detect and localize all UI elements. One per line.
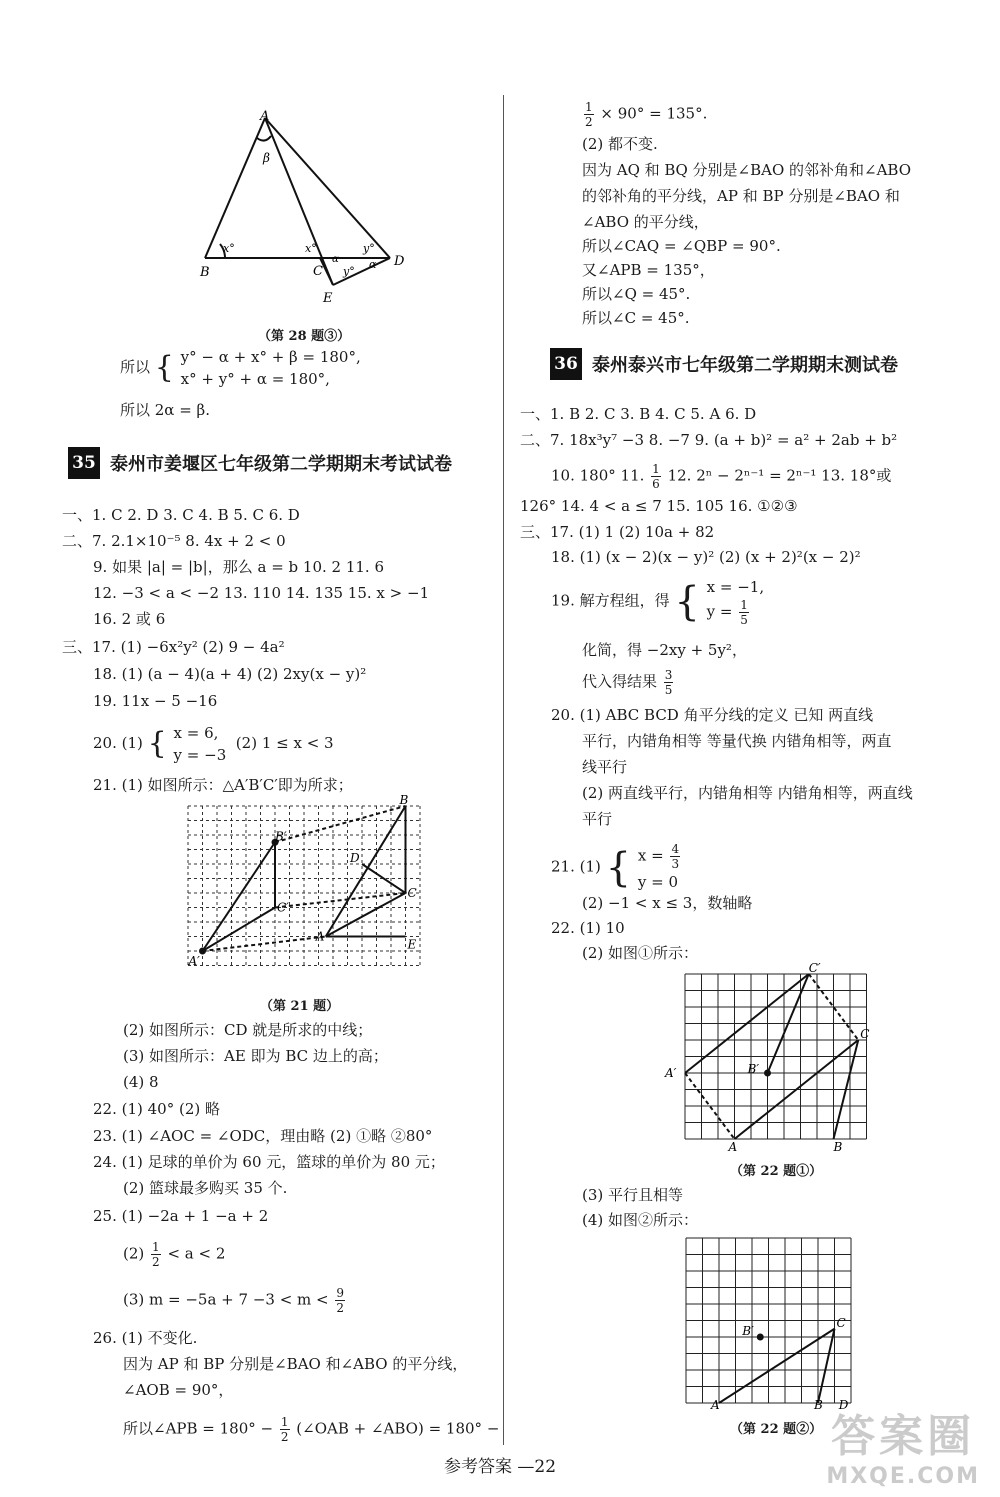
- fig21-label-d: D: [350, 851, 360, 865]
- answer-line: 因为 AP 和 BP 分别是∠BAO 和∠ABO 的平分线，: [123, 1355, 468, 1373]
- fig22a-label-a: A: [728, 1140, 738, 1154]
- answer-line: 22. (1) 10: [551, 919, 625, 937]
- answer-line-10-13: 10. 180° 11. $\frac{1}{6}$ 12. 2ⁿ − 2ⁿ⁻¹ = 2ⁿ⁻¹ 13. 18°或: [551, 462, 892, 491]
- point-dot: [199, 948, 206, 955]
- figure-segment: [203, 908, 276, 952]
- section-35-header: [68, 447, 452, 479]
- translation-line: [275, 893, 406, 908]
- answer-26-apb: 所以∠APB = 180° − $\frac{1}{2}$ (∠OAB + ∠ABO) = 180° −: [123, 1415, 500, 1444]
- answer-line: (2) 两直线平行，内错角相等 内错角相等，两直线: [582, 784, 913, 802]
- answer-line: 所以∠C = 45°.: [582, 309, 690, 327]
- answer-25-3: (3) m = −5a + 7 −3 < m < $\frac{9}{2}$: [123, 1286, 345, 1315]
- fig22a-label-a-prime: A′: [665, 1066, 677, 1080]
- fig21-label-a: A: [315, 929, 325, 944]
- answer-line: 24. (1) 足球的单价为 60 元，篮球的单价为 80 元；: [93, 1153, 445, 1171]
- figure-segment: [719, 1329, 835, 1403]
- answer-line: 12. −3 < a < −2 13. 110 14. 135 15. x > −1: [93, 584, 430, 602]
- fig28-label-y2: y°: [343, 265, 355, 278]
- answer-25-2: (2) $\frac{1}{2}$ < a < 2: [123, 1240, 226, 1269]
- figure-22-1-grid: [665, 961, 885, 1154]
- answer-line: 平行: [582, 810, 613, 828]
- figure-segment: [326, 893, 406, 937]
- answer-line: 25. (1) −2a + 1 −a + 2: [93, 1207, 269, 1225]
- answer-line: 26. (1) 不变化.: [93, 1329, 198, 1347]
- answer-line: ∠ABO 的平分线，: [582, 213, 709, 231]
- figure-segment: [203, 842, 276, 951]
- fig28-label-b: B: [200, 265, 210, 280]
- fig21-label-b-prime: B′: [275, 829, 287, 844]
- answer-line: 18. (1) (x − 2)(x − y)² (2) (x + 2)²(x − 2)²: [551, 548, 861, 566]
- answer-line: 19. 11x − 5 −16: [93, 692, 218, 710]
- answer-line: 平行，内错角相等 等量代换 内错角相等，两直: [582, 732, 892, 750]
- answer-line: 21. (1) 如图所示：△A′B′C′即为所求；: [93, 776, 353, 794]
- answer-line: 三、17. (1) −6x²y² (2) 9 − 4a²: [62, 638, 285, 656]
- answer-19-result: 代入得结果 $\frac{3}{5}$: [582, 668, 673, 697]
- answer-line: 一、1. C 2. D 3. C 4. B 5. C 6. D: [62, 506, 300, 524]
- answer-line: (2) 都不变.: [582, 135, 658, 153]
- answer-line: 20. (1) ABC BCD 角平分线的定义 已知 两直线: [551, 706, 874, 724]
- fig21-label-c: C: [407, 886, 417, 900]
- answer-line: 一、1. B 2. C 3. B 4. C 5. A 6. D: [520, 405, 757, 423]
- fig28-label-x1: x°: [223, 242, 235, 255]
- answer-line: 二、7. 2.1×10⁻⁵ 8. 4x + 2 < 0: [62, 532, 286, 550]
- p28-system: 所以 { y° − α + x° + β = 180°, x° + y° + α = 180°,: [120, 348, 361, 388]
- translation-line: [203, 937, 326, 952]
- point-dot: [757, 1334, 764, 1341]
- answer-line: 所以∠Q = 45°.: [582, 285, 691, 303]
- answer-20: 20. (1) { x = 6, y = −3 (2) 1 ≤ x < 3: [93, 724, 334, 764]
- section-36-number: 36: [550, 348, 582, 380]
- answer-line: (3) 平行且相等: [582, 1186, 684, 1204]
- fig28-label-alpha2: α: [332, 254, 339, 265]
- answer-line: 二、7. 18x³y⁷ −3 8. −7 9. (a + b)² = a² + 2ab + b²: [520, 431, 898, 449]
- fig22b-label-a: A: [711, 1398, 720, 1412]
- fig22a-label-b: B: [833, 1140, 843, 1154]
- answer-line: (2) 如图①所示：: [582, 944, 699, 962]
- answer-26-continued: $\frac{1}{2}$ × 90° = 135°.: [585, 100, 708, 129]
- answer-line: ∠AOB = 90°，: [123, 1381, 234, 1399]
- figure-22-2-grid: [670, 1232, 870, 1410]
- answer-19: 19. 解方程组，得 { x = −1, y = $\frac{1}{5}$: [551, 578, 765, 627]
- figure-segment: [818, 1329, 835, 1403]
- figure-28-triangle: [195, 110, 425, 310]
- fig28-label-beta: β: [263, 151, 270, 165]
- section-35-number: 35: [68, 447, 100, 479]
- answer-line: (3) 如图所示：AE 即为 BC 边上的高；: [123, 1047, 388, 1065]
- answer-line: 16. 2 或 6: [93, 610, 166, 628]
- section-36-header: [550, 348, 898, 380]
- answer-line: 化简，得 −2xy + 5y²，: [582, 641, 747, 659]
- fig22b-label-b: B: [814, 1398, 823, 1412]
- fig21-label-e: E: [407, 937, 417, 952]
- fig22a-label-c-prime: C′: [808, 961, 821, 975]
- answer-line: (2) 如图所示：CD 就是所求的中线；: [123, 1021, 373, 1039]
- p28-conclusion: 所以 2α = β.: [120, 401, 210, 419]
- fig28-label-x2: x°: [305, 242, 317, 255]
- figure-28-caption: （第 28 题③）: [258, 329, 351, 344]
- fig21-label-a-prime: A′: [188, 954, 200, 968]
- answer-line: 因为 AQ 和 BQ 分别是∠BAO 的邻补角和∠ABO: [582, 161, 912, 179]
- answer-line: (2) −1 < x ≤ 3，数轴略: [582, 894, 753, 912]
- column-divider: [503, 95, 504, 1445]
- answer-line: (4) 如图②所示：: [582, 1211, 699, 1229]
- answer-line: (2) 篮球最多购买 35 个.: [123, 1179, 288, 1197]
- fig28-label-d: D: [394, 254, 405, 269]
- fig28-label-c: C: [313, 264, 323, 279]
- fig22a-label-b-prime: B′: [747, 1062, 760, 1076]
- answer-line: (4) 8: [123, 1073, 159, 1091]
- answer-line: 三、17. (1) 1 (2) 10a + 82: [520, 523, 715, 541]
- figure-21-caption: （第 21 题）: [260, 999, 340, 1014]
- fig22b-label-b-prime: B′: [742, 1324, 754, 1338]
- fig22a-label-c: C: [860, 1027, 870, 1041]
- answer-line: 所以∠CAQ = ∠QBP = 90°.: [582, 237, 781, 255]
- figure-21-grid: [180, 793, 430, 980]
- fig22b-label-d: D: [838, 1398, 849, 1412]
- fig28-label-e: E: [323, 291, 333, 306]
- answer-line: 18. (1) (a − 4)(a + 4) (2) 2xy(x − y)²: [93, 665, 367, 683]
- fig21-label-b: B: [399, 793, 409, 807]
- fig28-label-alpha: α: [369, 258, 377, 271]
- point-dot: [764, 1070, 771, 1077]
- fig21-label-c-prime: C′: [277, 900, 289, 915]
- fig28-label-a: A: [260, 109, 270, 124]
- page-footer: 参考答案 —22: [443, 1457, 557, 1477]
- figure-22-2-caption: （第 22 题②）: [730, 1422, 823, 1437]
- answer-21: 21. (1) { x = $\frac{4}{3}$ y = 0: [551, 842, 680, 891]
- answer-line: 126° 14. 4 < a ≤ 7 15. 105 16. ①②③: [520, 497, 798, 515]
- answer-line: 23. (1) ∠AOC = ∠ODC，理由略 (2) ①略 ②80°: [93, 1127, 433, 1145]
- section-36-title: 泰州泰兴市七年级第二学期期末测试卷: [592, 355, 898, 376]
- answer-line: 的邻补角的平分线，AP 和 BP 分别是∠BAO 和: [582, 187, 900, 205]
- section-35-title: 泰州市姜堰区七年级第二学期期末考试试卷: [110, 454, 452, 475]
- answer-line: 又∠APB = 135°，: [582, 261, 715, 279]
- answer-line: 22. (1) 40° (2) 略: [93, 1100, 221, 1118]
- fig22b-label-c: C: [836, 1315, 846, 1330]
- answer-line: 线平行: [582, 758, 628, 776]
- fig28-label-y1: y°: [363, 242, 375, 255]
- watermark: 答案圈 MXQE.COM: [826, 1411, 980, 1489]
- figure-22-1-caption: （第 22 题①）: [730, 1164, 823, 1179]
- right-column: [505, 0, 1000, 1497]
- answer-line: 9. 如果 |a| = |b|，那么 a = b 10. 2 11. 6: [93, 558, 384, 576]
